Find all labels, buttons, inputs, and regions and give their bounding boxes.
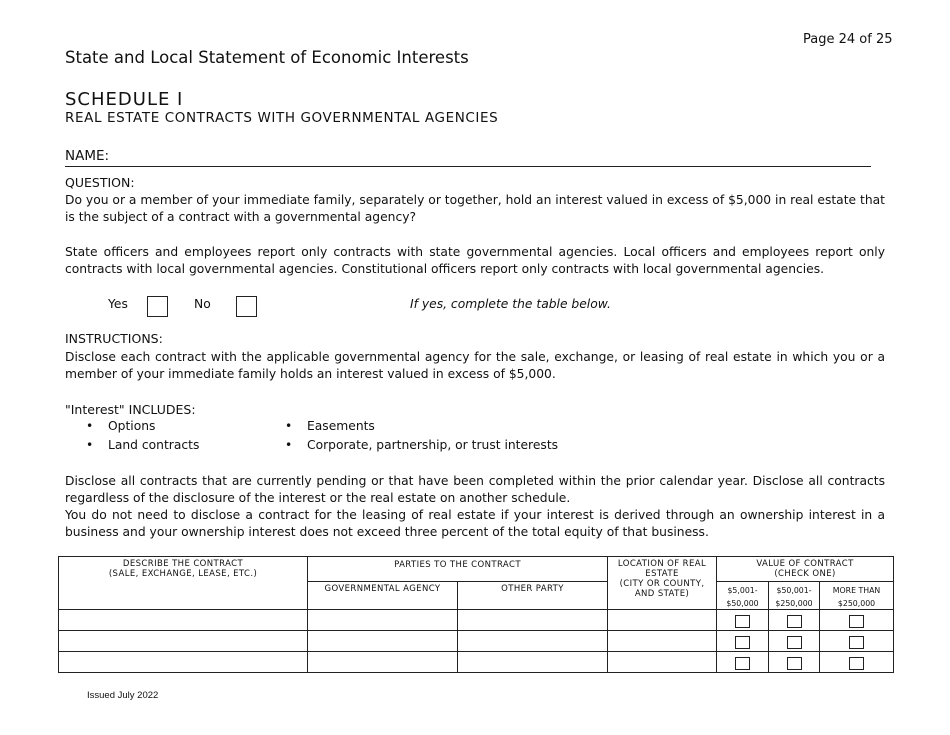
describe-cell[interactable]	[59, 610, 308, 631]
header-other-party: OTHER PARTY	[458, 582, 608, 610]
question-text: Do you or a member of your immediate family, separately or together, hold an interest valued in excess of $5,000 in real estate that is the subject of a contract with a governmental agency?	[65, 193, 885, 224]
header-location: LOCATION OF REAL ESTATE (CITY OR COUNTY, AND STATE)	[608, 557, 717, 610]
value-checkbox[interactable]	[849, 657, 864, 670]
location-cell[interactable]	[608, 631, 717, 652]
agency-cell[interactable]	[308, 610, 458, 631]
value-checkbox[interactable]	[735, 636, 750, 649]
value-checkbox[interactable]	[787, 636, 802, 649]
instructions-label: INSTRUCTIONS:	[65, 331, 163, 346]
interest-item: • Land contracts	[108, 438, 308, 452]
location-cell[interactable]	[608, 652, 717, 673]
table-row	[59, 652, 894, 673]
value-checkbox[interactable]	[735, 657, 750, 670]
value-checkbox[interactable]	[849, 636, 864, 649]
contracts-table	[58, 556, 894, 673]
disclose-text-1: Disclose all contracts that are currently pending or that have been completed within the prior calendar year. Disclose all contracts regardless of the disclosure of the interest or the real estate on another schedule.	[65, 474, 885, 505]
interest-item: • Easements	[307, 419, 607, 433]
header-parties: PARTIES TO THE CONTRACT	[308, 557, 608, 582]
header-describe: DESCRIBE THE CONTRACT (SALE, EXCHANGE, LEASE, ETC.)	[59, 557, 308, 610]
other-party-cell[interactable]	[458, 631, 608, 652]
disclose-text-2: You do not need to disclose a contract for the leasing of real estate if your interest is derived through an ownership interest in a business and your ownership interest does not exceed three percent of the total equity of that business.	[65, 508, 885, 539]
yes-label: Yes	[108, 297, 128, 311]
question-label: QUESTION:	[65, 175, 135, 190]
describe-cell[interactable]	[59, 652, 308, 673]
header-value: VALUE OF CONTRACT (CHECK ONE)	[717, 557, 894, 582]
question-note: State officers and employees report only contracts with state governmental agencies. Local officers and employees report only contracts with local governmental agencies. Constitutional officers report only contracts with local governmental agencies.	[65, 245, 885, 276]
header-value-1: $5,001- $50,000	[717, 582, 769, 610]
table-row	[59, 631, 894, 652]
schedule-title: SCHEDULE I	[65, 89, 184, 110]
name-label: NAME:	[65, 148, 110, 164]
describe-cell[interactable]	[59, 631, 308, 652]
page-number: Page 24 of 25	[803, 32, 893, 47]
other-party-cell[interactable]	[458, 610, 608, 631]
instructions-text: Disclose each contract with the applicable governmental agency for the sale, exchange, or leasing of real estate in which you or a member of your immediate family holds an interest valued in excess of $5,000.	[65, 350, 885, 381]
value-checkbox[interactable]	[735, 615, 750, 628]
agency-cell[interactable]	[308, 652, 458, 673]
schedule-subtitle: REAL ESTATE CONTRACTS WITH GOVERNMENTAL AGENCIES	[65, 110, 499, 126]
header-value-2: $50,001- $250,000	[769, 582, 820, 610]
issued-date: Issued July 2022	[87, 690, 159, 701]
header-agency: GOVERNMENTAL AGENCY	[308, 582, 458, 610]
no-checkbox[interactable]	[236, 296, 257, 317]
header-value-3: MORE THAN $250,000	[820, 582, 894, 610]
interest-item: • Options	[108, 419, 308, 433]
value-checkbox[interactable]	[787, 657, 802, 670]
table-row	[59, 610, 894, 631]
value-checkbox[interactable]	[849, 615, 864, 628]
location-cell[interactable]	[608, 610, 717, 631]
yes-checkbox[interactable]	[147, 296, 168, 317]
no-label: No	[194, 297, 211, 311]
interest-item: • Corporate, partnership, or trust interests	[307, 438, 607, 452]
name-field[interactable]	[65, 148, 871, 167]
if-yes-note: If yes, complete the table below.	[410, 297, 611, 311]
agency-cell[interactable]	[308, 631, 458, 652]
form-title: State and Local Statement of Economic Interests	[65, 48, 469, 67]
other-party-cell[interactable]	[458, 652, 608, 673]
interest-label: "Interest" INCLUDES:	[65, 402, 196, 417]
value-checkbox[interactable]	[787, 615, 802, 628]
